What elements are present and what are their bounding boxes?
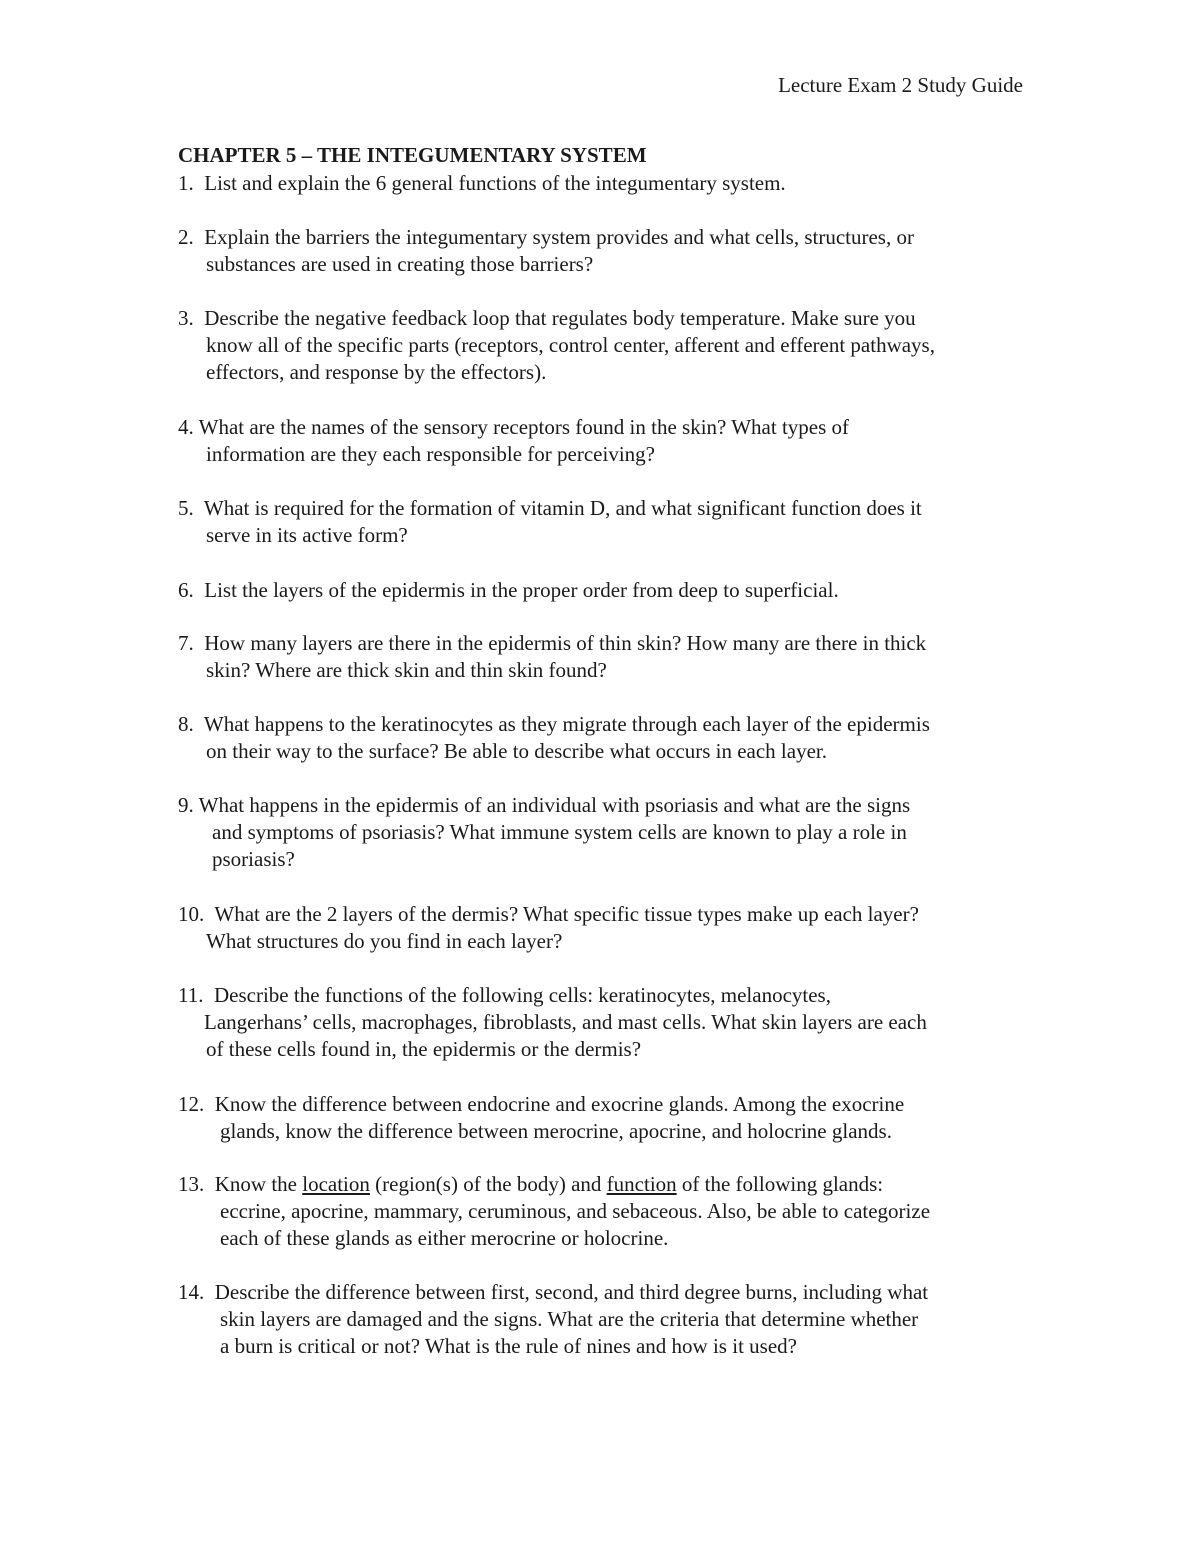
underlined-location: location bbox=[302, 1172, 370, 1196]
question-10 bbox=[178, 901, 1038, 955]
question-number: 4. bbox=[178, 415, 194, 439]
question-line: What structures do you find in each layer? bbox=[206, 929, 563, 953]
question-line: effectors, and response by the effectors). bbox=[206, 360, 547, 384]
question-line: psoriasis? bbox=[212, 847, 295, 871]
question-number: 8. bbox=[178, 712, 194, 736]
question-line: 9. What happens in the epidermis of an individual with psoriasis and what are the signs bbox=[178, 793, 911, 817]
question-number: 1. bbox=[178, 171, 194, 195]
question-14 bbox=[178, 1279, 1038, 1360]
question-line: 1. List and explain the 6 general functions of the integumentary system. bbox=[178, 171, 786, 195]
question-number: 6. bbox=[178, 578, 194, 602]
question-number: 14. bbox=[178, 1280, 205, 1304]
question-4 bbox=[178, 414, 1038, 468]
underlined-function: function bbox=[606, 1172, 677, 1196]
question-line: 2. Explain the barriers the integumentary system provides and what cells, structures, or bbox=[178, 225, 914, 249]
question-13 bbox=[178, 1171, 1038, 1252]
question-line: 11. Describe the functions of the following cells: keratinocytes, melanocytes, bbox=[178, 983, 831, 1007]
question-number: 2. bbox=[178, 225, 194, 249]
chapter-heading: CHAPTER 5 – THE INTEGUMENTARY SYSTEM bbox=[178, 143, 647, 167]
question-line: glands, know the difference between merocrine, apocrine, and holocrine glands. bbox=[220, 1119, 892, 1143]
question-line: 5. What is required for the formation of vitamin D, and what significant function does it bbox=[178, 496, 922, 520]
question-number: 9. bbox=[178, 793, 194, 817]
running-header: Lecture Exam 2 Study Guide bbox=[778, 73, 1023, 97]
question-line: 8. What happens to the keratinocytes as they migrate through each layer of the epidermis bbox=[178, 712, 930, 736]
question-11 bbox=[178, 982, 1038, 1063]
question-9 bbox=[178, 792, 1038, 873]
question-line: and symptoms of psoriasis? What immune system cells are known to play a role in bbox=[212, 820, 907, 844]
question-line: know all of the specific parts (receptors, control center, afferent and efferent pathways, bbox=[206, 333, 935, 357]
question-number: 12. bbox=[178, 1092, 205, 1116]
question-line: 7. How many layers are there in the epidermis of thin skin? How many are there in thick bbox=[178, 631, 927, 655]
question-line: 14. Describe the difference between first, second, and third degree burns, including what bbox=[178, 1280, 929, 1304]
question-7 bbox=[178, 630, 1038, 684]
question-12 bbox=[178, 1091, 1038, 1145]
question-line: serve in its active form? bbox=[206, 523, 408, 547]
question-2 bbox=[178, 224, 1038, 278]
question-line: 3. Describe the negative feedback loop that regulates body temperature. Make sure you bbox=[178, 306, 916, 330]
question-6 bbox=[178, 577, 1038, 604]
question-3 bbox=[178, 305, 1038, 386]
question-line: on their way to the surface? Be able to describe what occurs in each layer. bbox=[206, 739, 827, 763]
question-line: 10. What are the 2 layers of the dermis? What specific tissue types make up each layer? bbox=[178, 902, 919, 926]
question-8 bbox=[178, 711, 1038, 765]
question-number: 13. bbox=[178, 1172, 205, 1196]
question-5 bbox=[178, 495, 1038, 549]
question-line: information are they each responsible for perceiving? bbox=[206, 442, 655, 466]
question-line: eccrine, apocrine, mammary, ceruminous, and sebaceous. Also, be able to categorize bbox=[220, 1199, 931, 1223]
question-1 bbox=[178, 170, 1038, 197]
question-line: 6. List the layers of the epidermis in the proper order from deep to superficial. bbox=[178, 578, 839, 602]
question-line: a burn is critical or not? What is the rule of nines and how is it used? bbox=[220, 1334, 797, 1358]
question-line: skin? Where are thick skin and thin skin found? bbox=[206, 658, 607, 682]
question-line: of these cells found in, the epidermis or the dermis? bbox=[206, 1037, 642, 1061]
question-line: each of these glands as either merocrine or holocrine. bbox=[220, 1226, 669, 1250]
question-number: 7. bbox=[178, 631, 194, 655]
question-number: 3. bbox=[178, 306, 194, 330]
question-number: 10. bbox=[178, 902, 205, 926]
question-line: Langerhans’ cells, macrophages, fibroblasts, and mast cells. What skin layers are each bbox=[204, 1010, 927, 1034]
question-number: 5. bbox=[178, 496, 194, 520]
question-line: skin layers are damaged and the signs. What are the criteria that determine whether bbox=[220, 1307, 919, 1331]
question-line: 4. What are the names of the sensory receptors found in the skin? What types of bbox=[178, 415, 850, 439]
question-line: 13. Know the location (region(s) of the body) and function of the following glands: bbox=[178, 1172, 884, 1196]
question-line: 12. Know the difference between endocrine and exocrine glands. Among the exocrine bbox=[178, 1092, 905, 1116]
question-number: 11. bbox=[178, 983, 204, 1007]
question-line: substances are used in creating those barriers? bbox=[206, 252, 594, 276]
